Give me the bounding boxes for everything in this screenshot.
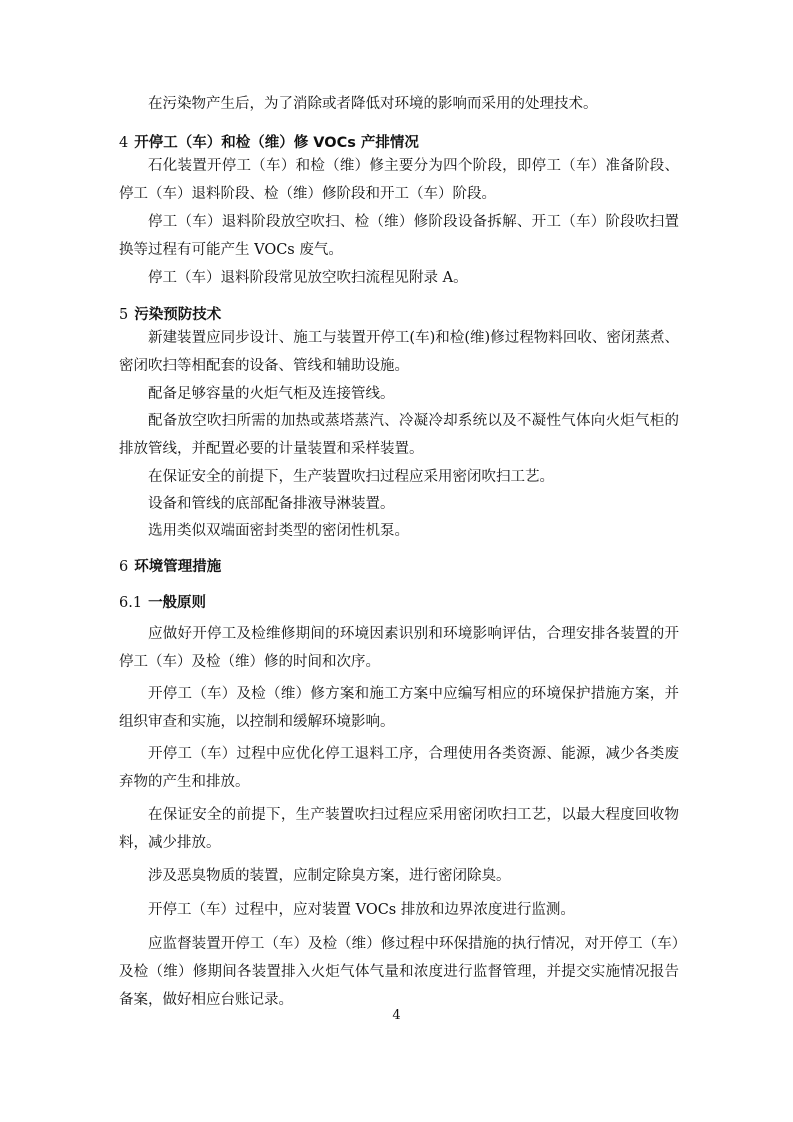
section-title: 污染预防技术	[134, 307, 222, 323]
paragraph: 选用类似双端面密封类型的密闭性机泵。	[148, 523, 409, 539]
section-title: 一般原则	[148, 595, 207, 611]
section-number: 6.1	[119, 595, 143, 611]
page-number: 4	[392, 1008, 401, 1023]
section-number: 5	[119, 307, 129, 323]
paragraph: 应监督装置开停工（车）及检（维）修过程中环保措施的执行情况，对开停工（车）及检（维）修期间各装置排入火炬气体气量和浓度进行监督管理，并提交实施情况报告备案，做好相应台账记录。	[119, 936, 679, 1008]
section-number: 4	[119, 135, 129, 151]
paragraph: 石化装置开停工（车）和检（维）修主要分为四个阶段，即停工（车）准备阶段、停工（车）退料阶段、检（维）修阶段和开工（车）阶段。	[119, 158, 679, 202]
paragraph: 在保证安全的前提下，生产装置吹扫过程应采用密闭吹扫工艺，以最大程度回收物料，减少排放。	[119, 807, 679, 851]
section-6-1-heading	[119, 591, 206, 615]
paragraph: 设备和管线的底部配备排液导淋装置。	[148, 496, 395, 512]
paragraph: 配备足够容量的火炬气柜及连接管线。	[148, 386, 395, 402]
paragraph: 开停工（车）过程中，应对装置 VOCs 排放和边界浓度进行监测。	[148, 902, 575, 918]
paragraph: 新建装置应同步设计、施工与装置开停工(车)和检(维)修过程物料回收、密闭蒸煮、密闭吹扫等相配套的设备、管线和辅助设施。	[119, 330, 679, 374]
paragraph: 停工（车）退料阶段常见放空吹扫流程见附录 A。	[148, 270, 468, 286]
paragraph: 在保证安全的前提下，生产装置吹扫过程应采用密闭吹扫工艺。	[148, 469, 554, 485]
paragraph: 涉及恶臭物质的装置，应制定除臭方案，进行密闭除臭。	[148, 868, 511, 884]
section-title: 开停工（车）和检（维）修 VOCs 产排情况	[134, 135, 419, 151]
paragraph: 配备放空吹扫所需的加热或蒸塔蒸汽、冷凝冷却系统以及不凝性气体向火炬气柜的排放管线，并配置必要的计量装置和采样装置。	[119, 413, 679, 457]
paragraph: 开停工（车）过程中应优化停工退料工序，合理使用各类资源、能源，减少各类废弃物的产生和排放。	[119, 746, 679, 790]
paragraph: 停工（车）退料阶段放空吹扫、检（维）修阶段设备拆解、开工（车）阶段吹扫置换等过程有可能产生 VOCs 废气。	[119, 214, 679, 258]
section-number: 6	[119, 559, 129, 575]
paragraph: 应做好开停工及检维修期间的环境因素识别和环境影响评估，合理安排各装置的开停工（车）及检（维）修的时间和次序。	[119, 626, 679, 670]
paragraph: 在污染物产生后，为了消除或者降低对环境的影响而采用的处理技术。	[148, 96, 598, 112]
paragraph: 开停工（车）及检（维）修方案和施工方案中应编写相应的环境保护措施方案，并组织审查和实施，以控制和缓解环境影响。	[119, 686, 679, 730]
section-title: 环境管理措施	[134, 559, 222, 575]
section-6-heading	[119, 555, 221, 579]
